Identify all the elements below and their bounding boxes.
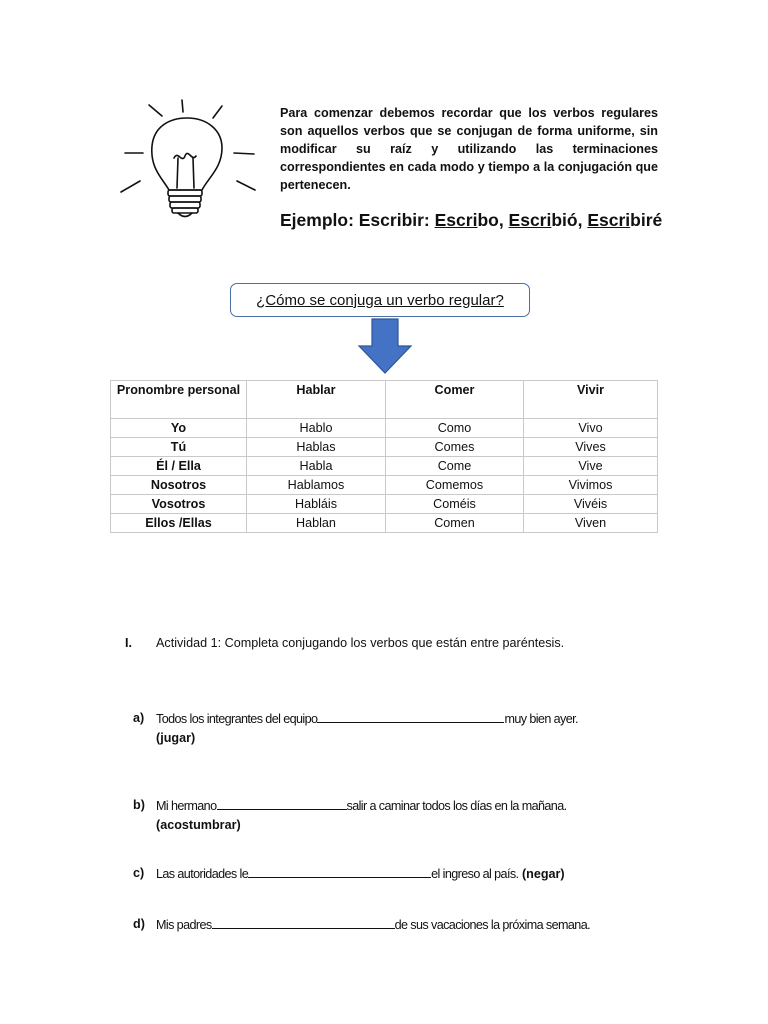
exercise-c [133, 864, 653, 884]
example-root-1: Escri [434, 210, 478, 230]
table-cell: Come [386, 457, 524, 476]
table-cell: Vives [524, 438, 658, 457]
activity-number: I. [125, 636, 132, 650]
intro-paragraph: Para comenzar debemos recordar que los verbos regulares son aquellos verbos que se conjugan de forma uniforme, sin modificar su raíz y utilizando las terminaciones correspondientes en cada modo y tiempo a la conjugación que pertenecen. [280, 106, 658, 192]
activity-title [125, 636, 564, 650]
pronoun-cell: Vosotros [111, 495, 247, 514]
table-cell: Hablo [247, 419, 386, 438]
table-row [111, 438, 658, 457]
table-cell: Como [386, 419, 524, 438]
answer-blank[interactable] [317, 709, 504, 723]
table-cell: Habla [247, 457, 386, 476]
example-line [280, 210, 720, 231]
table-cell: Vive [524, 457, 658, 476]
table-row [111, 476, 658, 495]
pronoun-cell: Él / Ella [111, 457, 247, 476]
lightbulb-icon [112, 98, 262, 228]
header-hablar: Hablar [247, 381, 386, 419]
sentence-start: Mi hermano [156, 799, 217, 813]
exercise-label: a) [133, 711, 145, 725]
table-header-row [111, 381, 658, 419]
sentence-end: el ingreso al país. [431, 867, 519, 881]
table-cell: Comemos [386, 476, 524, 495]
pronoun-cell: Tú [111, 438, 247, 457]
header-pronombre: Pronombre personal [111, 381, 247, 419]
pronoun-cell: Ellos /Ellas [111, 514, 247, 533]
pronoun-cell: Yo [111, 419, 247, 438]
header-vivir: Vivir [524, 381, 658, 419]
pronoun-cell: Nosotros [111, 476, 247, 495]
conjugation-table [110, 380, 658, 533]
sentence-start: Las autoridades le [156, 867, 249, 881]
example-root-3: Escri [587, 210, 631, 230]
exercise-label: d) [133, 917, 145, 931]
table-cell: Vivimos [524, 476, 658, 495]
sentence-start: Mis padres [156, 918, 212, 932]
table-cell: Comen [386, 514, 524, 533]
table-cell: Viven [524, 514, 658, 533]
verb-hint: (jugar) [156, 731, 196, 745]
table-cell: Vivéis [524, 495, 658, 514]
sentence-start: Todos los integrantes del equipo [156, 712, 318, 726]
down-arrow-icon [357, 318, 413, 375]
question-text: ¿Cómo se conjuga un verbo regular? [256, 291, 504, 309]
example-prefix: Ejemplo: Escribir: [280, 210, 435, 230]
table-row [111, 514, 658, 533]
table-cell: Habláis [247, 495, 386, 514]
table-cell: Vivo [524, 419, 658, 438]
table-row [111, 419, 658, 438]
question-box [230, 283, 530, 317]
exercise-a [133, 709, 653, 749]
header-comer: Comer [386, 381, 524, 419]
table-row [111, 457, 658, 476]
example-ending-1: bo, [477, 210, 509, 230]
sentence-end: muy bien ayer. [504, 712, 578, 726]
answer-blank[interactable] [212, 915, 395, 929]
activity-instructions: Actividad 1: Completa conjugando los verbos que están entre paréntesis. [156, 636, 565, 650]
table-cell: Hablamos [247, 476, 386, 495]
table-cell: Coméis [386, 495, 524, 514]
table-cell: Hablas [247, 438, 386, 457]
example-ending-3: biré [630, 210, 663, 230]
answer-blank[interactable] [217, 796, 347, 810]
exercise-label: b) [133, 798, 145, 812]
example-root-2: Escri [508, 210, 552, 230]
sentence-end: de sus vacaciones la próxima semana. [394, 918, 590, 932]
table-cell: Comes [386, 438, 524, 457]
example-ending-2: bió, [551, 210, 588, 230]
sentence-end: salir a caminar todos los días en la mañana. [346, 799, 567, 813]
table-cell: Hablan [247, 514, 386, 533]
table-row [111, 495, 658, 514]
exercise-label: c) [133, 866, 145, 880]
exercise-d [133, 915, 653, 935]
verb-hint: (acostumbrar) [156, 818, 241, 832]
exercise-b [133, 796, 653, 836]
verb-hint: (negar) [521, 867, 565, 881]
answer-blank[interactable] [248, 864, 431, 878]
